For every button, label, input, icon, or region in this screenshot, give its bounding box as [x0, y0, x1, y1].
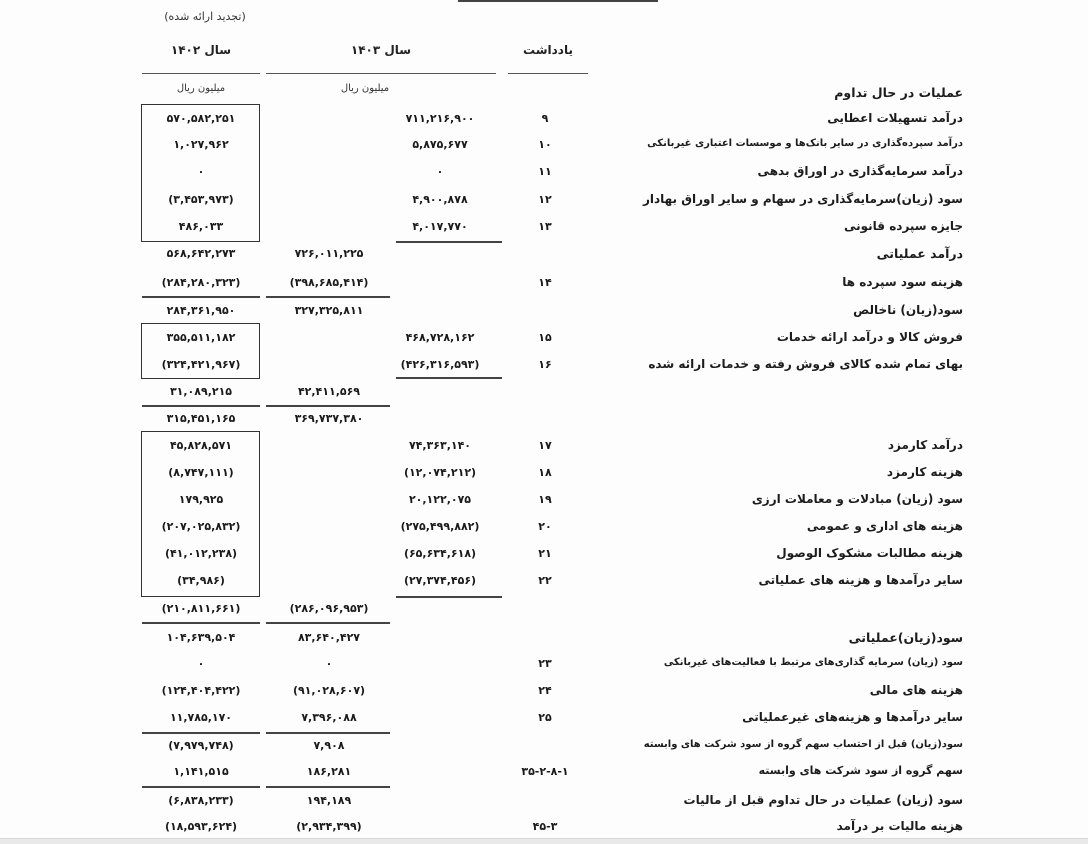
value-1403: (۲۸۶,۰۹۶,۹۵۳) — [289, 602, 369, 615]
row-note: ۱۸ — [538, 466, 552, 479]
value-1403: ۳۶۹,۷۳۷,۳۸۰ — [294, 412, 364, 425]
top-rule — [458, 0, 658, 2]
table-row — [0, 298, 1088, 324]
value-1403-sub: (۶۵,۶۳۴,۶۱۸) — [403, 547, 477, 560]
row-label: هزینه مطالبات مشکوک الوصول — [776, 546, 963, 560]
table-row — [0, 270, 1088, 296]
value-1403: ۳۲۷,۳۲۵,۸۱۱ — [294, 304, 364, 317]
table-row — [0, 325, 1088, 351]
table-row — [0, 541, 1088, 567]
value-1402: ۳۱۵,۴۵۱,۱۶۵ — [166, 412, 236, 425]
row-label: جایزه سپرده قانونی — [843, 219, 963, 233]
value-1402: ۴۸۶,۰۳۳ — [178, 220, 224, 233]
row-label: سود (زیان) سرمایه گذاری‌های مرتبط با فعالیت‌های غیربانکی — [663, 657, 963, 668]
value-1402: (۲۰۷,۰۲۵,۸۳۲) — [161, 520, 241, 533]
table-row — [0, 241, 1088, 267]
table-row — [0, 733, 1088, 759]
value-1402: ۵۶۸,۶۴۲,۲۷۳ — [166, 247, 236, 260]
row-note: ۲۵ — [538, 711, 552, 724]
value-1403: ۷,۹۰۸ — [313, 739, 345, 752]
value-1402: (۶,۸۳۸,۲۳۳) — [168, 794, 234, 807]
value-1402: ۴۵,۸۲۸,۵۷۱ — [169, 439, 233, 452]
row-note: ۱۵ — [538, 331, 552, 344]
table-row — [0, 352, 1088, 378]
value-1402: ۱۷۹,۹۲۵ — [178, 493, 224, 506]
row-note: ۱۷ — [538, 439, 552, 452]
value-1402: (۳۴,۹۸۶) — [177, 574, 225, 587]
restated-note: (تجدید ارائه شده) — [164, 10, 246, 23]
row-note: ۹ — [541, 112, 549, 125]
bottom-edge — [0, 838, 1088, 844]
row-note: ۲۰ — [538, 520, 552, 533]
table-row — [0, 678, 1088, 704]
unit-label-1403: میلیون ریال — [340, 83, 390, 94]
table-row — [0, 596, 1088, 622]
table-row — [0, 406, 1088, 432]
value-1402: (۲۱۰,۸۱۱,۶۶۱) — [161, 602, 241, 615]
column-header-note: یادداشت — [523, 43, 573, 57]
value-1402: ۰ — [197, 165, 205, 178]
value-1403: ۸۳,۶۴۰,۴۲۷ — [297, 631, 361, 644]
table-row — [0, 625, 1088, 651]
value-1403-sub: ۰ — [436, 165, 444, 178]
table-row — [0, 568, 1088, 594]
row-label: هزینه مالیات بر درآمد — [836, 819, 963, 833]
value-1403: ۰ — [325, 657, 333, 670]
value-1402: (۱۲۴,۴۰۴,۴۲۲) — [161, 684, 241, 697]
value-1402: (۳۲۴,۴۲۱,۹۶۷) — [161, 358, 241, 371]
value-1402: ۰ — [197, 657, 205, 670]
row-note: ۱۴ — [538, 276, 552, 289]
table-row — [0, 460, 1088, 486]
table-row — [0, 759, 1088, 785]
table-row — [0, 187, 1088, 213]
row-label: درآمد سپرده‌گذاری در سایر بانک‌ها و موسسات اعتباری غیربانکی — [647, 138, 963, 149]
table-row — [0, 80, 1088, 106]
row-note: ۱۶ — [538, 358, 552, 371]
value-1403-sub: ۴۶۸,۷۲۸,۱۶۲ — [405, 331, 475, 344]
row-note: ۱۳ — [538, 220, 552, 233]
value-1402: ۱,۰۲۷,۹۶۲ — [173, 138, 229, 151]
value-1402: (۲۸۴,۲۸۰,۳۲۳) — [161, 276, 241, 289]
value-1402: ۱۰۴,۶۳۹,۵۰۴ — [166, 631, 236, 644]
value-1403: ۱۸۶,۲۸۱ — [306, 765, 352, 778]
value-1402: (۸,۷۴۷,۱۱۱) — [168, 466, 234, 479]
row-label: سایر درآمدها و هزینه های عملیاتی — [758, 573, 963, 587]
value-1403-sub: ۴,۹۰۰,۸۷۸ — [412, 193, 468, 206]
row-note: ۱۱ — [538, 165, 552, 178]
row-label: عملیات در حال تداوم — [834, 85, 963, 100]
row-note: ۲۴ — [538, 684, 552, 697]
row-label: سود (زیان)سرمایه‌گذاری در سهام و سایر اوراق بهادار — [642, 192, 963, 206]
table-row — [0, 487, 1088, 513]
value-1403-sub: (۲۷۵,۴۹۹,۸۸۲) — [400, 520, 480, 533]
value-1403: (۳۹۸,۶۸۵,۴۱۴) — [289, 276, 369, 289]
table-row — [0, 433, 1088, 459]
value-1402: (۳,۴۵۳,۹۷۳) — [168, 193, 234, 206]
value-1402: ۳۵۵,۵۱۱,۱۸۲ — [166, 331, 236, 344]
value-1403-sub: ۴,۰۱۷,۷۷۰ — [412, 220, 468, 233]
row-note: ۱۰ — [538, 138, 552, 151]
header-divider — [266, 73, 496, 74]
column-header-1402: سال ۱۴۰۲ — [170, 43, 232, 57]
row-note: ۴۵-۳ — [532, 820, 558, 833]
value-1402: ۱۱,۷۸۵,۱۷۰ — [169, 711, 233, 724]
row-label: بهای تمام شده کالای فروش رفته و خدمات ارائه شده — [648, 357, 963, 371]
value-1403-sub: ۷۱۱,۲۱۶,۹۰۰ — [405, 112, 475, 125]
value-1403: ۷۲۶,۰۱۱,۲۲۵ — [294, 247, 364, 260]
table-row — [0, 705, 1088, 731]
row-label: درآمد تسهیلات اعطایی — [827, 111, 963, 125]
table-row — [0, 106, 1088, 132]
value-1402: ۲۸۴,۳۶۱,۹۵۰ — [166, 304, 236, 317]
value-1402: (۷,۹۷۹,۷۴۸) — [168, 739, 234, 752]
value-1402: ۳۱,۰۸۹,۲۱۵ — [169, 385, 233, 398]
row-note: ۲۳ — [538, 657, 552, 670]
row-label: هزینه های مالی — [869, 683, 963, 697]
row-label: سود (زیان) مبادلات و معاملات ارزی — [751, 492, 963, 506]
unit-label-1402: میلیون ریال — [176, 83, 226, 94]
row-label: سایر درآمدها و هزینه‌های غیرعملیاتی — [742, 710, 963, 724]
table-row — [0, 651, 1088, 677]
table-row — [0, 159, 1088, 185]
header-divider — [508, 73, 588, 74]
subtotal-rule — [266, 622, 390, 624]
row-label: فروش کالا و درآمد ارائه خدمات — [776, 330, 963, 344]
table-row — [0, 214, 1088, 240]
table-row — [0, 814, 1088, 840]
value-1402: ۵۷۰,۵۸۲,۲۵۱ — [166, 112, 236, 125]
row-label: سهم گروه از سود شرکت های وابسته — [758, 764, 963, 777]
table-row — [0, 514, 1088, 540]
row-note: ۱۲ — [538, 193, 552, 206]
table-row — [0, 132, 1088, 158]
row-note: ۲۱ — [538, 547, 552, 560]
value-1403: (۹۱,۰۲۸,۶۰۷) — [292, 684, 366, 697]
row-label: هزینه سود سپرده ها — [842, 275, 963, 289]
row-label: سود(زیان)عملیاتی — [848, 630, 963, 645]
value-1403-sub: (۴۲۶,۳۱۶,۵۹۳) — [400, 358, 480, 371]
row-label: هزینه های اداری و عمومی — [806, 519, 963, 533]
row-note: ۲۲ — [538, 574, 552, 587]
row-label: هزینه کارمزد — [886, 465, 963, 479]
value-1402: (۴۱,۰۱۲,۲۳۸) — [164, 547, 238, 560]
value-1403-sub: (۲۷,۳۷۴,۴۵۶) — [403, 574, 477, 587]
value-1403: ۷,۳۹۶,۰۸۸ — [301, 711, 357, 724]
row-label: درآمد عملیاتی — [876, 246, 963, 261]
value-1403-sub: ۲۰,۱۲۲,۰۷۵ — [408, 493, 472, 506]
value-1403: ۱۹۴,۱۸۹ — [306, 794, 352, 807]
value-1403-sub: ۷۴,۳۶۳,۱۴۰ — [408, 439, 472, 452]
row-label: سود(زیان) ناخالص — [853, 303, 963, 317]
row-label: درآمد کارمزد — [887, 438, 963, 452]
header-divider — [142, 73, 260, 74]
table-row — [0, 788, 1088, 814]
row-note: ۳۵-۲-۸-۱ — [521, 765, 569, 778]
value-1403: (۲,۹۳۴,۳۹۹) — [296, 820, 362, 833]
value-1403: ۴۲,۴۱۱,۵۶۹ — [297, 385, 361, 398]
row-label: درآمد سرمایه‌گذاری در اوراق بدهی — [757, 164, 963, 178]
row-label: سود(زیان) قبل از احتساب سهم گروه از سود شرکت های وابسته — [643, 739, 963, 750]
subtotal-rule — [142, 622, 260, 624]
value-1402: (۱۸,۵۹۳,۶۲۴) — [164, 820, 238, 833]
table-row — [0, 379, 1088, 405]
value-1403-sub: (۱۲,۰۷۴,۲۱۲) — [403, 466, 477, 479]
column-header-1403: سال ۱۴۰۳ — [350, 43, 412, 57]
value-1402: ۱,۱۴۱,۵۱۵ — [173, 765, 229, 778]
row-label: سود (زیان) عملیات در حال تداوم قبل از مالیات — [683, 793, 963, 807]
value-1403-sub: ۵,۸۷۵,۶۷۷ — [412, 138, 468, 151]
row-note: ۱۹ — [538, 493, 552, 506]
